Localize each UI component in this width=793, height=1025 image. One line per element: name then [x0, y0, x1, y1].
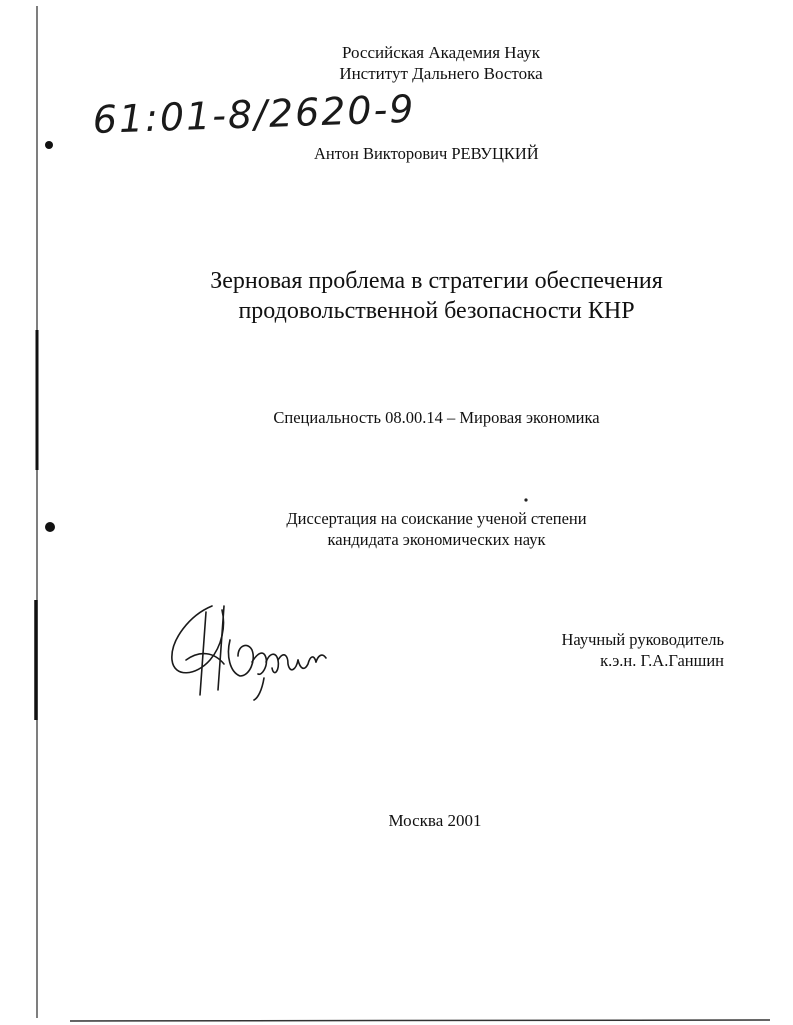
degree-line-1: Диссертация на соискание ученой степени — [286, 509, 587, 528]
supervisor-label: Научный руководитель — [561, 630, 724, 649]
title-line-2: продовольственной безопасности КНР — [238, 298, 635, 324]
specialty-line: Специальность 08.00.14 – Мировая экономика — [273, 408, 600, 427]
title-line-1: Зерновая проблема в стратегии обеспечения — [210, 268, 663, 294]
academy-name: Российская Академия Наук — [341, 43, 541, 62]
supervisor-name: к.э.н. Г.А.Ганшин — [600, 651, 724, 670]
supervisor-block — [520, 629, 724, 671]
degree-line-2: кандидата экономических наук — [327, 530, 546, 549]
handwritten-catalog-number: 61:01-8/2620-9 — [92, 86, 417, 142]
author-name: Антон Викторович РЕВУЦКИЙ — [314, 144, 539, 163]
place-and-year: Москва 2001 — [388, 811, 482, 830]
institute-name: Институт Дальнего Востока — [339, 64, 543, 83]
